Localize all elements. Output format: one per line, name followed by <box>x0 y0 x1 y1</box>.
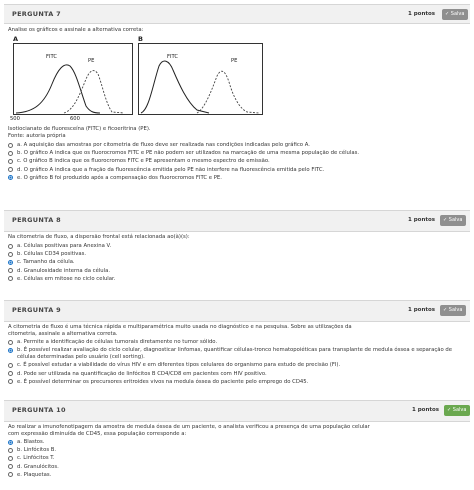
question-8-header <box>4 210 470 232</box>
check-icon: ✓ <box>447 407 453 413</box>
radio-button[interactable] <box>8 167 13 172</box>
panel-a-letter: A <box>13 35 19 43</box>
radio-button[interactable] <box>8 456 13 461</box>
question-prompt-line-2: citometria, assinale a alternativa correta. <box>8 331 118 337</box>
check-icon: ✓ <box>443 307 449 313</box>
option-text: a. A aquisição das amostras por citometria de fluxo deve ser realizada nas condições indicadas pelo gráfico A. <box>17 142 310 148</box>
question-prompt: Analise os gráficos e assinale a alternativa correta: <box>8 27 144 33</box>
question-9-header <box>4 300 470 322</box>
answer-option-e[interactable] <box>8 472 464 479</box>
x-tick-500: 500 <box>10 116 20 122</box>
save-label: Salva <box>450 11 465 17</box>
save-label: Salva <box>448 217 463 223</box>
save-label: Salva <box>452 407 467 413</box>
radio-button[interactable] <box>8 379 13 384</box>
answer-option-b[interactable] <box>8 347 464 361</box>
radio-button[interactable] <box>8 151 13 156</box>
check-icon: ✓ <box>445 11 451 17</box>
save-label: Salva <box>448 307 463 313</box>
radio-button-selected[interactable] <box>8 348 13 353</box>
question-title: PERGUNTA 8 <box>12 216 62 224</box>
radio-button[interactable] <box>8 252 13 257</box>
panel-a-fitc-curve <box>16 65 100 113</box>
question-7-body <box>8 27 464 34</box>
option-text: e. Plaquetas. <box>17 471 52 478</box>
question-prompt-line-1: A citometria de fluxo é uma técnica rápida e multiparamétrica muito usada no diagnóstico e na pesquisa. Sobre as utilizações da <box>8 324 352 330</box>
save-button[interactable] <box>444 405 470 416</box>
answer-option-a[interactable] <box>8 339 464 346</box>
x-tick-600: 600 <box>70 116 80 122</box>
panel-a-pe-curve <box>64 71 124 113</box>
question-title: PERGUNTA 7 <box>12 10 62 18</box>
panel-b-chart <box>138 43 263 115</box>
question-title: PERGUNTA 9 <box>12 306 62 314</box>
radio-button-selected[interactable] <box>8 260 13 265</box>
figure-flow-cytometry <box>8 35 308 125</box>
question-9-body <box>8 324 464 387</box>
question-7-options <box>8 126 464 183</box>
panel-b-fitc-curve <box>141 61 209 113</box>
radio-button[interactable] <box>8 472 13 477</box>
save-button[interactable] <box>440 305 466 316</box>
question-points: 1 pontos <box>412 407 440 413</box>
answer-option-c[interactable] <box>8 362 464 369</box>
save-button[interactable] <box>442 9 468 20</box>
panel-b-pe-curve <box>197 71 259 113</box>
question-points: 1 pontos <box>408 307 436 313</box>
answer-option-a[interactable] <box>8 142 464 149</box>
option-text: e. Células em mitose no ciclo celular. <box>17 275 116 282</box>
radio-button[interactable] <box>8 244 13 249</box>
option-text: b. É possível realizar avaliação do ciclo celular, diagnosticar linfomas, quantificar células-tronco hematopoiéticas para transplante de medula óssea e separação de células determinadas pelo usuário (cell sorting). <box>17 347 453 361</box>
option-text: b. O gráfico A indica que os fluorocromos FITC e PE não podem ser utilizados na marcação de uma mesma população de células. <box>17 150 360 157</box>
radio-button-selected[interactable] <box>8 175 13 180</box>
radio-button[interactable] <box>8 276 13 281</box>
question-10-header <box>4 400 470 422</box>
answer-option-d[interactable] <box>8 167 464 174</box>
answer-option-b[interactable] <box>8 150 464 157</box>
option-text: d. Pode ser utilizada na quantificação de linfócitos B CD4/CD8 em pacientes com HIV positivo. <box>17 370 267 377</box>
question-10-body <box>8 424 464 480</box>
answer-option-b[interactable] <box>8 447 464 454</box>
panel-b-fitc-label: FITC <box>167 54 178 60</box>
option-text: e. É possível determinar os precursores eritroides vivos na medula óssea do paciente pelo emprego do CD45. <box>17 378 309 385</box>
option-text: b. Linfócitos B. <box>17 447 57 454</box>
radio-button[interactable] <box>8 448 13 453</box>
option-text: b. Células CD34 positivas. <box>17 251 87 258</box>
radio-button[interactable] <box>8 371 13 376</box>
panel-b-pe-label: PE <box>231 58 238 64</box>
question-points: 1 pontos <box>408 11 436 17</box>
answer-option-d[interactable] <box>8 371 464 378</box>
radio-button[interactable] <box>8 268 13 273</box>
radio-button[interactable] <box>8 363 13 368</box>
option-text: c. Tamanho da célula. <box>17 259 75 266</box>
option-text: d. Granulosidade interna da célula. <box>17 267 111 274</box>
radio-button[interactable] <box>8 464 13 469</box>
option-text: d. O gráfico A indica que a fração da fluorescência emitida pelo PE não interfere na fluorescência emitida pelo FITC. <box>17 166 325 173</box>
panel-b-letter: B <box>138 35 143 43</box>
question-prompt-line-2: com expressão diminuída de CD45, essa população corresponde a: <box>8 431 187 437</box>
answer-option-c[interactable] <box>8 259 464 266</box>
option-text: c. O gráfico B indica que os fluorocromos FITC e PE apresentam o mesmo espectro de emissão. <box>17 158 270 165</box>
question-points: 1 pontos <box>408 217 436 223</box>
answer-option-b[interactable] <box>8 251 464 258</box>
panel-a-pe-label: PE <box>88 58 95 64</box>
option-text: a. Blastos. <box>17 439 45 445</box>
answer-option-e[interactable] <box>8 175 464 182</box>
answer-option-c[interactable] <box>8 455 464 462</box>
option-text: c. Linfócitos T. <box>17 455 55 462</box>
question-8-body <box>8 234 464 284</box>
option-text: e. O gráfico B foi produzido após a compensação dos fluorocromos FITC e PE. <box>17 174 222 181</box>
panel-a-fitc-label: FITC <box>46 54 57 60</box>
answer-option-e[interactable] <box>8 379 464 386</box>
question-7-header <box>4 4 470 24</box>
question-title: PERGUNTA 10 <box>12 406 66 414</box>
answer-option-e[interactable] <box>8 276 464 283</box>
radio-button-selected[interactable] <box>8 440 13 445</box>
figure-source: Fonte: autoria própria <box>8 133 66 139</box>
save-button[interactable] <box>440 215 466 226</box>
option-text: c. É possível estudar a viabilidade do vírus HIV e em diferentes tipos celulares do organismo para estudo de precisão (FI). <box>17 362 341 369</box>
panel-a-chart <box>13 43 133 115</box>
answer-option-d[interactable] <box>8 464 464 471</box>
option-text: a. Permite a identificação de células tumorais diretamente no tumor sólido. <box>17 339 218 345</box>
question-prompt: Na citometria de fluxo, a dispersão frontal está relacionada ao(à)(s): <box>8 234 190 240</box>
option-text: a. Células positivas para Anexina V. <box>17 243 112 249</box>
answer-option-d[interactable] <box>8 268 464 275</box>
figure-caption: Isotiocianato de fluoresceína (FITC) e ficoeritrina (PE). <box>8 126 151 132</box>
answer-option-a[interactable] <box>8 243 464 250</box>
radio-button[interactable] <box>8 143 13 148</box>
question-prompt-line-1: Ao realizar a imunofenotipagem da amostra de medula óssea de um paciente, o analista verificou a presença de uma população celular <box>8 424 370 430</box>
check-icon: ✓ <box>443 217 449 223</box>
answer-option-a[interactable] <box>8 439 464 446</box>
option-text: d. Granulócitos. <box>17 463 59 470</box>
radio-button[interactable] <box>8 159 13 164</box>
answer-option-c[interactable] <box>8 158 464 165</box>
radio-button[interactable] <box>8 340 13 345</box>
